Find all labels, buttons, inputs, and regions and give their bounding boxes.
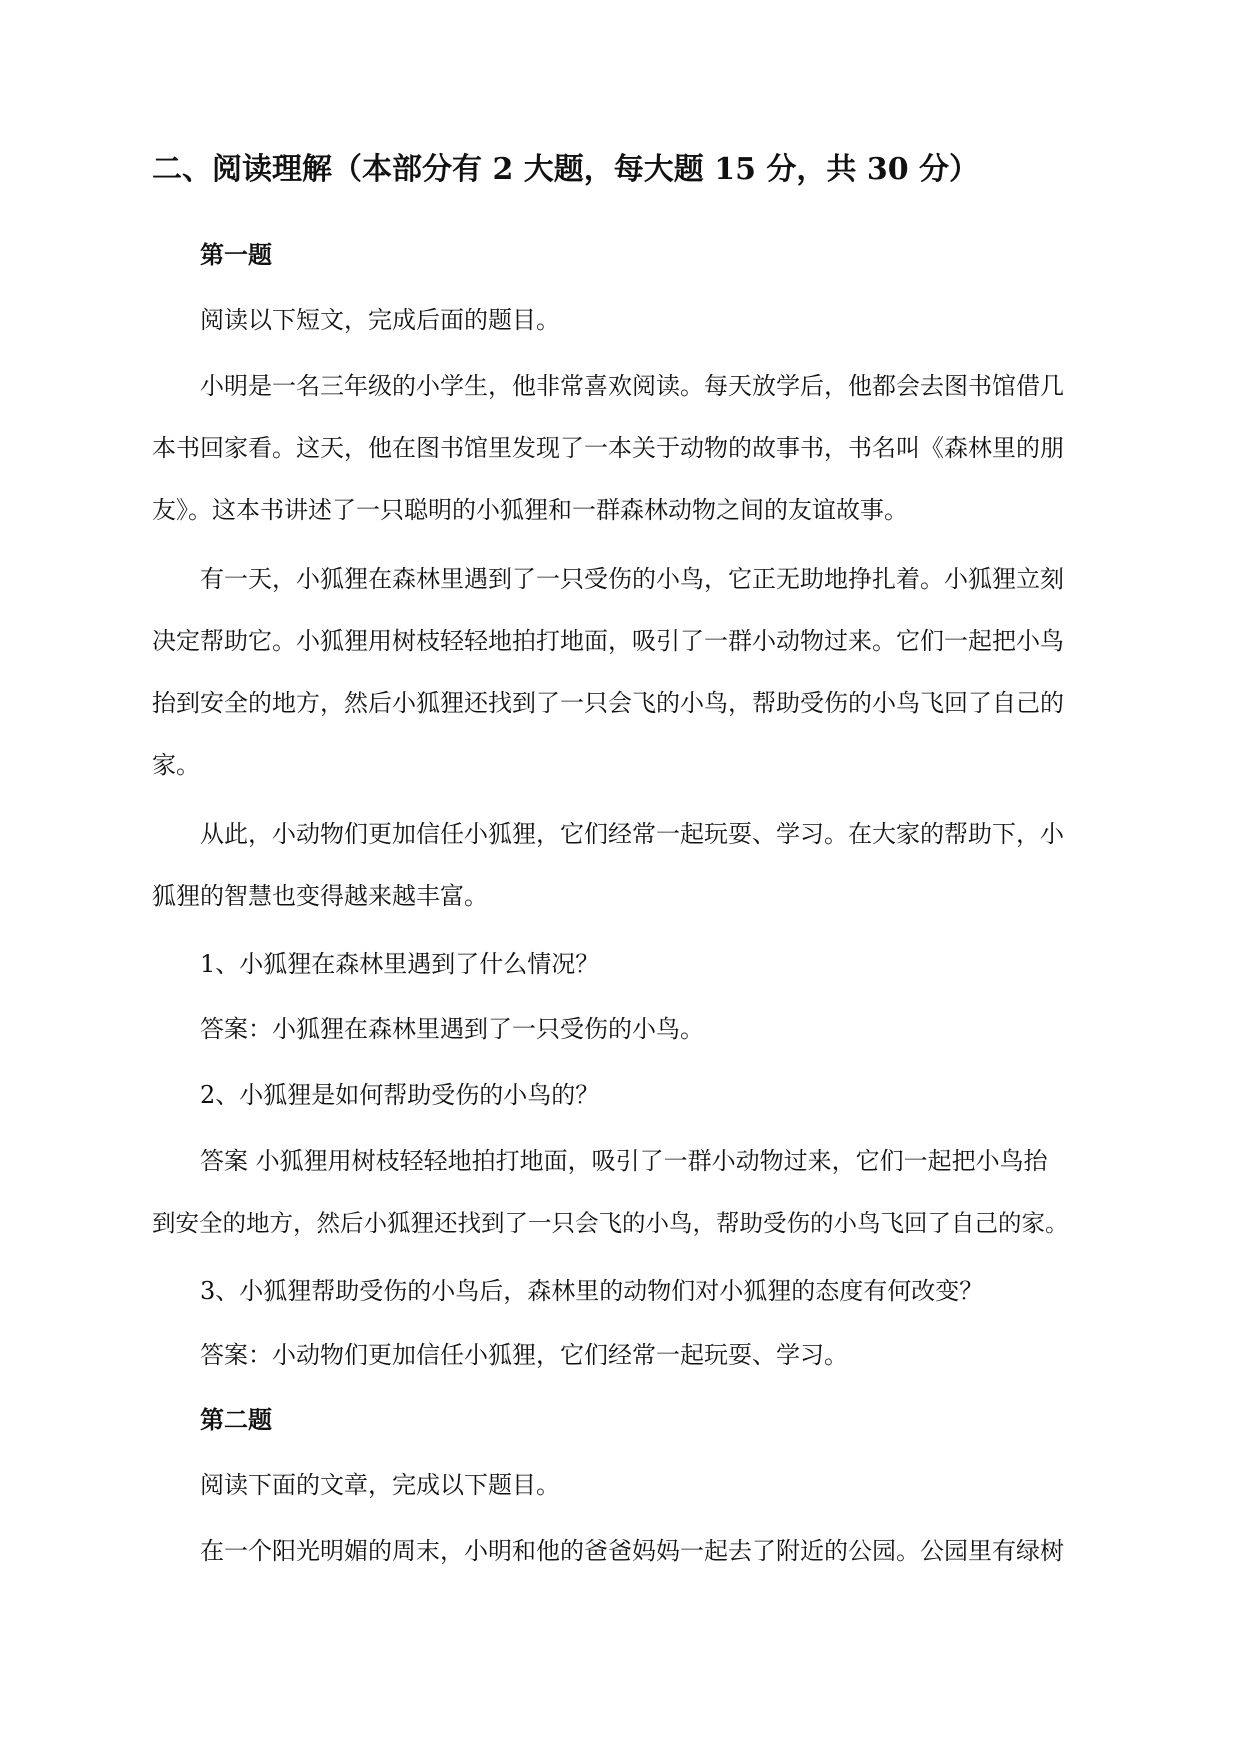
answer-1-item-2-line-1: 答案 小狐狸用树枝轻轻地拍打地面，吸引了一群小动物过来，它们一起把小鸟抬 bbox=[200, 1147, 1048, 1175]
passage-1-paragraph-2-line-3: 抬到安全的地方，然后小狐狸还找到了一只会飞的小鸟，帮助受伤的小鸟飞回了自己的 bbox=[152, 689, 1064, 717]
section-title: 二、阅读理解（本部分有 2 大题，每大题 15 分，共 30 分） bbox=[152, 152, 980, 187]
passage-1-paragraph-3-line-2: 狐狸的智慧也变得越来越丰富。 bbox=[152, 882, 488, 910]
question-2-instruction: 阅读下面的文章，完成以下题目。 bbox=[200, 1471, 560, 1499]
passage-1-paragraph-2-line-4: 家。 bbox=[152, 751, 200, 779]
question-1-item-3: 3、小狐狸帮助受伤的小鸟后，森林里的动物们对小狐狸的态度有何改变？ bbox=[200, 1277, 984, 1305]
passage-1-paragraph-1-line-3: 友》。这本书讲述了一只聪明的小狐狸和一群森林动物之间的友谊故事。 bbox=[152, 496, 908, 524]
question-1-instruction: 阅读以下短文，完成后面的题目。 bbox=[200, 306, 560, 334]
question-1-heading: 第一题 bbox=[200, 240, 272, 269]
answer-1-item-3: 答案：小动物们更加信任小狐狸，它们经常一起玩耍、学习。 bbox=[200, 1341, 848, 1369]
question-1-item-1: 1、小狐狸在森林里遇到了什么情况？ bbox=[200, 950, 600, 978]
question-1-item-2: 2、小狐狸是如何帮助受伤的小鸟的？ bbox=[200, 1081, 600, 1109]
passage-1-paragraph-2-line-1: 有一天，小狐狸在森林里遇到了一只受伤的小鸟，它正无助地挣扎着。小狐狸立刻 bbox=[200, 565, 1064, 593]
answer-1-item-2-line-2: 到安全的地方，然后小狐狸还找到了一只会飞的小鸟，帮助受伤的小鸟飞回了自己的家。 bbox=[152, 1209, 1069, 1237]
passage-1-paragraph-3-line-1: 从此，小动物们更加信任小狐狸，它们经常一起玩耍、学习。在大家的帮助下，小 bbox=[200, 820, 1064, 848]
passage-1-paragraph-2-line-2: 决定帮助它。小狐狸用树枝轻轻地拍打地面，吸引了一群小动物过来。它们一起把小鸟 bbox=[152, 627, 1064, 655]
answer-1-item-1: 答案：小狐狸在森林里遇到了一只受伤的小鸟。 bbox=[200, 1015, 704, 1043]
passage-1-paragraph-1-line-1: 小明是一名三年级的小学生，他非常喜欢阅读。每天放学后，他都会去图书馆借几 bbox=[200, 372, 1064, 400]
passage-2-paragraph-1-line-1: 在一个阳光明媚的周末，小明和他的爸爸妈妈一起去了附近的公园。公园里有绿树 bbox=[200, 1537, 1064, 1565]
passage-1-paragraph-1-line-2: 本书回家看。这天，他在图书馆里发现了一本关于动物的故事书，书名叫《森林里的朋 bbox=[152, 434, 1064, 462]
question-2-heading: 第二题 bbox=[200, 1405, 272, 1434]
